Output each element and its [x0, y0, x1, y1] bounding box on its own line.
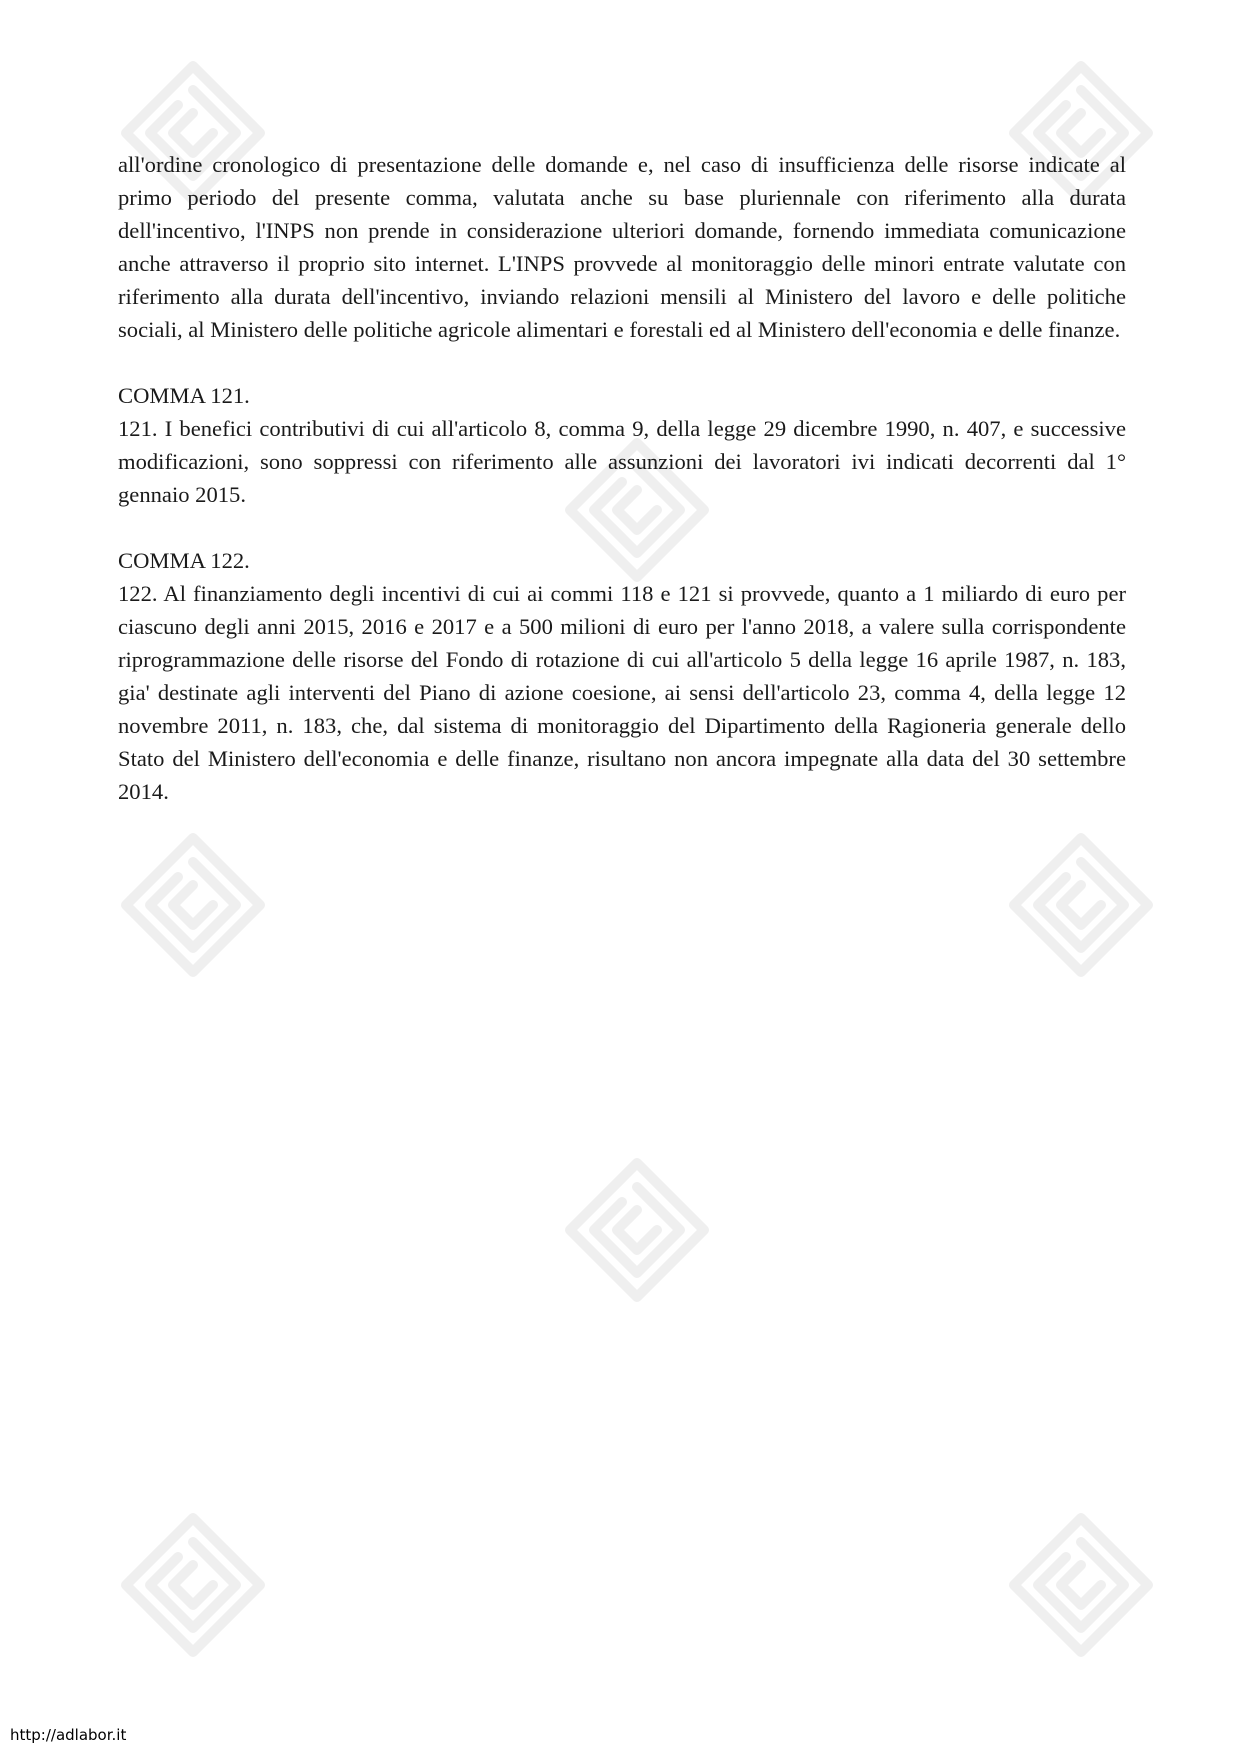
- watermark-logo-icon: [118, 830, 268, 980]
- paragraph-gap: [118, 346, 1126, 379]
- intro-paragraph: all'ordine cronologico di presentazione delle domande e, nel caso di insufficienza delle risorse indicate al primo periodo del presente comma, valutata anche su base pluriennale con riferimento alla durata dell'incentivo, l'INPS non prende in considerazione ulteriori domande, fornendo immediata comunicazione anche attraverso il proprio sito internet. L'INPS provvede al monitoraggio delle minori entrate valutate con riferimento alla durata dell'incentivo, inviando relazioni mensili al Ministero del lavoro e delle politiche sociali, al Ministero delle politiche agricole alimentari e forestali ed al Ministero dell'economia e delle finanze.: [118, 152, 1126, 342]
- section-heading: COMMA 122.: [118, 548, 250, 573]
- document-body: [118, 148, 1126, 808]
- section-heading: COMMA 121.: [118, 383, 250, 408]
- section-text: 122. Al finanziamento degli incentivi di cui ai commi 118 e 121 si provvede, quanto a 1 miliardo di euro per ciascuno degli anni 2015, 2016 e 2017 e a 500 milioni di euro per l'anno 2018, a valere sulla corrispondente riprogrammazione delle risorse del Fondo di rotazione di cui all'articolo 5 della legge 16 aprile 1987, n. 183, gia' destinate agli interventi del Piano di azione coesione, ai sensi dell'articolo 23, comma 4, della legge 12 novembre 2011, n. 183, che, dal sistema di monitoraggio del Dipartimento della Ragioneria generale dello Stato del Ministero dell'economia e delle finanze, risultano non ancora impegnate alla data del 30 settembre 2014.: [118, 581, 1126, 804]
- watermark-logo-icon: [118, 1510, 268, 1660]
- paragraph-gap: [118, 511, 1126, 544]
- watermark-logo-icon: [1006, 830, 1156, 980]
- watermark-logo-icon: [562, 1155, 712, 1305]
- section-text: 121. I benefici contributivi di cui all'articolo 8, comma 9, della legge 29 dicembre 1990, n. 407, e successive modificazioni, sono soppressi con riferimento alle assunzioni dei lavoratori ivi indicati decorrenti dal 1° gennaio 2015.: [118, 416, 1126, 507]
- footer-url: http://adlabor.it: [10, 1726, 127, 1744]
- watermark-logo-icon: [1006, 1510, 1156, 1660]
